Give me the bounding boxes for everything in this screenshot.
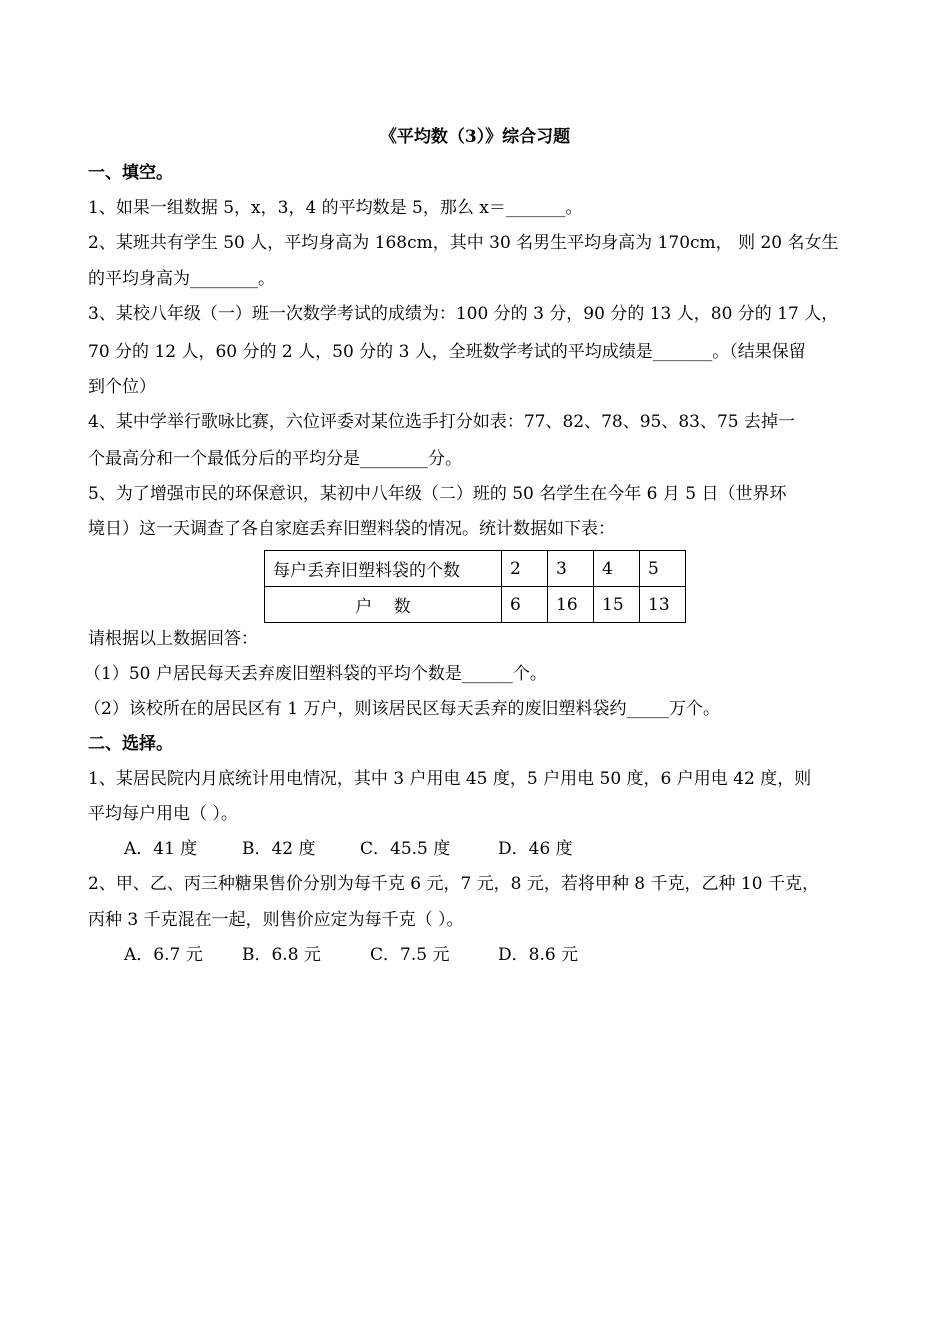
table-cell: 6 [502, 587, 548, 623]
table-cell: 16 [548, 587, 594, 623]
question-1-5-line1: 5、为了增强市民的环保意识，某初中八年级（二）班的 50 名学生在今年 6 月 5 日（世界环 [88, 484, 787, 504]
question-1-4-line1: 4、某中学举行歌咏比赛，六位评委对某位选手打分如表：77、82、78、95、83、75 去掉一 [88, 412, 796, 432]
table-row [265, 551, 686, 587]
question-1-1: 1、如果一组数据 5，x，3，4 的平均数是 5，那么 x＝_______。 [88, 198, 583, 218]
option-c: C．45.5 度 [360, 839, 451, 859]
option-d: D．46 度 [498, 839, 573, 859]
table-row-label: 户 数 [265, 587, 502, 623]
statistics-table [264, 550, 686, 623]
question-1-3-line3: 到个位） [88, 377, 156, 397]
option-c: C．7.5 元 [370, 945, 450, 965]
option-b: B．42 度 [242, 839, 316, 859]
question-1-3-line2: 70 分的 12 人，60 分的 2 人，50 分的 3 人，全班数学考试的平均成绩是_______。（结果保留 [88, 342, 806, 362]
question-1-5-sub1: （1）50 户居民每天丢弃废旧塑料袋的平均个数是______个。 [84, 664, 547, 684]
question-1-2-line1: 2、某班共有学生 50 人，平均身高为 168cm，其中 30 名男生平均身高为 170cm， 则 20 名女生 [88, 233, 839, 253]
table-cell: 5 [640, 551, 686, 587]
page-title: 《平均数（3）》综合习题 [379, 127, 571, 147]
question-1-2-line2: 的平均身高为________。 [88, 269, 275, 289]
table-cell: 15 [594, 587, 640, 623]
section-heading-fill-blank: 一、填空。 [88, 163, 173, 183]
table-cell: 4 [594, 551, 640, 587]
question-1-5-line2: 境日）这一天调查了各自家庭丢弃旧塑料袋的情况。统计数据如下表： [88, 519, 615, 539]
question-2-1-line2: 平均每户用电（ ）。 [88, 804, 238, 824]
option-b: B．6.8 元 [242, 945, 321, 965]
question-1-3-line1: 3、某校八年级（一）班一次数学考试的成绩为：100 分的 3 分，90 分的 13 人，80 分的 17 人， [88, 304, 839, 324]
table-row [265, 587, 686, 623]
table-cell: 3 [548, 551, 594, 587]
question-2-1-line1: 1、某居民院内月底统计用电情况，其中 3 户用电 45 度，5 户用电 50 度，6 户用电 42 度，则 [88, 769, 812, 789]
question-2-2-line1: 2、甲、乙、丙三种糖果售价分别为每千克 6 元，7 元，8 元，若将甲种 8 千克，乙种 10 千克， [88, 874, 819, 894]
table-cell: 13 [640, 587, 686, 623]
table-cell: 2 [502, 551, 548, 587]
question-2-2-line2: 丙种 3 千克混在一起，则售价应定为每千克（ ）。 [88, 910, 464, 930]
option-a: A．41 度 [124, 839, 198, 859]
option-d: D．8.6 元 [498, 945, 579, 965]
table-row-label: 每户丢弃旧塑料袋的个数 [265, 551, 502, 587]
question-1-4-line2: 个最高分和一个最低分后的平均分是________分。 [88, 449, 462, 469]
question-1-5-prompt: 请根据以上数据回答： [88, 629, 258, 649]
section-heading-choice: 二、选择。 [88, 734, 173, 754]
question-1-5-sub2: （2）该校所在的居民区有 1 万户，则该居民区每天丢弃的废旧塑料袋约_____万个。 [84, 699, 720, 719]
option-a: A．6.7 元 [124, 945, 203, 965]
